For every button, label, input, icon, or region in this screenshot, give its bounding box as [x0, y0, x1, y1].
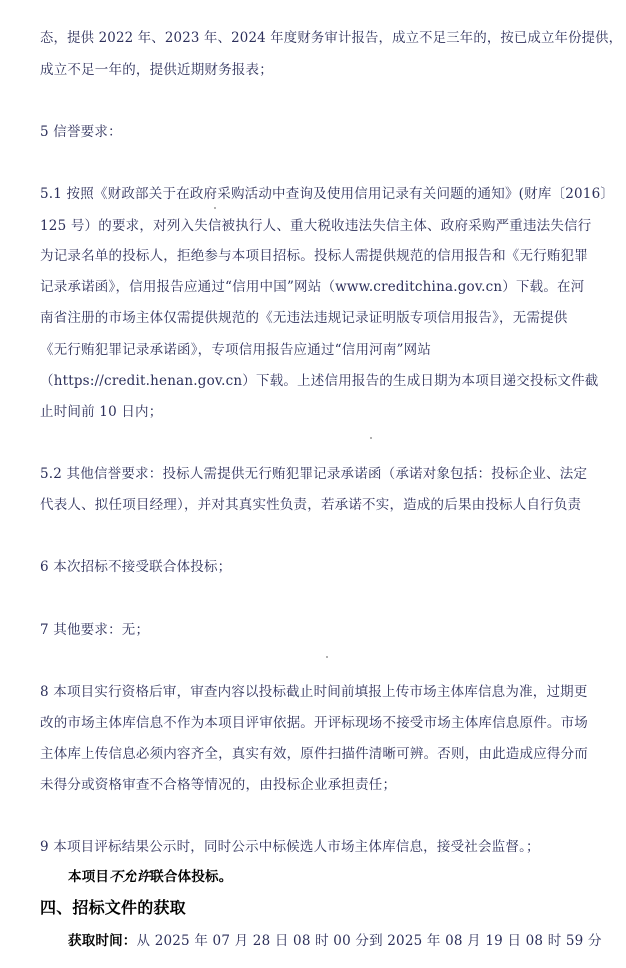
paragraph-line: 5.2 其他信誉要求：投标人需提供无行贿犯罪记录承诺函（承诺对象包括：投标企业、法定	[40, 466, 588, 482]
section-heading: 四、招标文件的获取	[40, 898, 186, 917]
paragraph-line: 8 本项目实行资格后审，审查内容以投标截止时间前填报上传市场主体库信息为准，过期更	[40, 684, 588, 700]
paragraph-line: 记录承诺函》，信用报告应通过“信用中国”网站（www.creditchina.gov.cn）下载。在河	[40, 279, 585, 295]
item-9: 9 本项目评标结果公示时，同时公示中标候选人市场主体库信息，接受社会监督。；	[40, 839, 540, 855]
joint-bid-note	[68, 869, 232, 886]
paragraph-line: 改的市场主体库信息不作为本项目评审依据。开评标现场不接受市场主体库信息原件。市场	[40, 715, 588, 731]
paragraph-line: 125 号）的要求，对列入失信被执行人、重大税收违法失信主体、政府采购严重违法失信行	[40, 218, 592, 234]
item-7: 7 其他要求：无；	[40, 622, 150, 638]
paragraph-line: 《无行贿犯罪记录承诺函》，专项信用报告应通过“信用河南”网站	[40, 342, 432, 358]
paragraph-line: 南省注册的市场主体仅需提供规范的《无违法违规记录证明版专项信用报告》，无需提供	[40, 310, 568, 326]
scan-speck	[370, 437, 372, 439]
paragraph-line: （https://credit.henan.gov.cn）下载。上述信用报告的生成日期为本项目递交投标文件截	[40, 373, 599, 389]
paragraph-line: 态，提供 2022 年、2023 年、2024 年度财务审计报告，成立不足三年的，按已成立年份提供，	[40, 30, 623, 46]
acquire-time	[68, 933, 602, 950]
note-prefix: 本项目	[68, 869, 110, 885]
note-italic: 不允许	[109, 869, 151, 885]
scan-speck	[326, 656, 328, 658]
item-6: 6 本次招标不接受联合体投标；	[40, 559, 232, 575]
paragraph-line: 为记录名单的投标人，拒绝参与本项目招标。投标人需提供规范的信用报告和《无行贿犯罪	[40, 248, 588, 264]
paragraph-line: 主体库上传信息必须内容齐全，真实有效，原件扫描件清晰可辨。否则，由此造成应得分而	[40, 746, 588, 762]
scan-speck	[214, 207, 216, 209]
acquire-label: 获取时间：	[68, 933, 137, 949]
acquire-value: 从 2025 年 07 月 28 日 08 时 00 分到 2025 年 08 月 19 日 08 时 59 分	[136, 933, 602, 949]
paragraph-line: 止时间前 10 日内；	[40, 404, 163, 420]
paragraph-line: 5.1 按照《财政部关于在政府采购活动中查询及使用信用记录有关问题的通知》(财库〔2016〕	[40, 186, 615, 202]
section-5-title: 5 信誉要求：	[40, 124, 122, 140]
paragraph-line: 代表人、拟任项目经理），并对其真实性负责，若承诺不实，造成的后果由投标人自行负责	[40, 497, 582, 513]
note-suffix: 联合体投标。	[150, 869, 233, 885]
paragraph-line: 成立不足一年的，提供近期财务报表；	[40, 62, 273, 78]
paragraph-line: 未得分或资格审查不合格等情况的，由投标企业承担责任；	[40, 777, 397, 793]
